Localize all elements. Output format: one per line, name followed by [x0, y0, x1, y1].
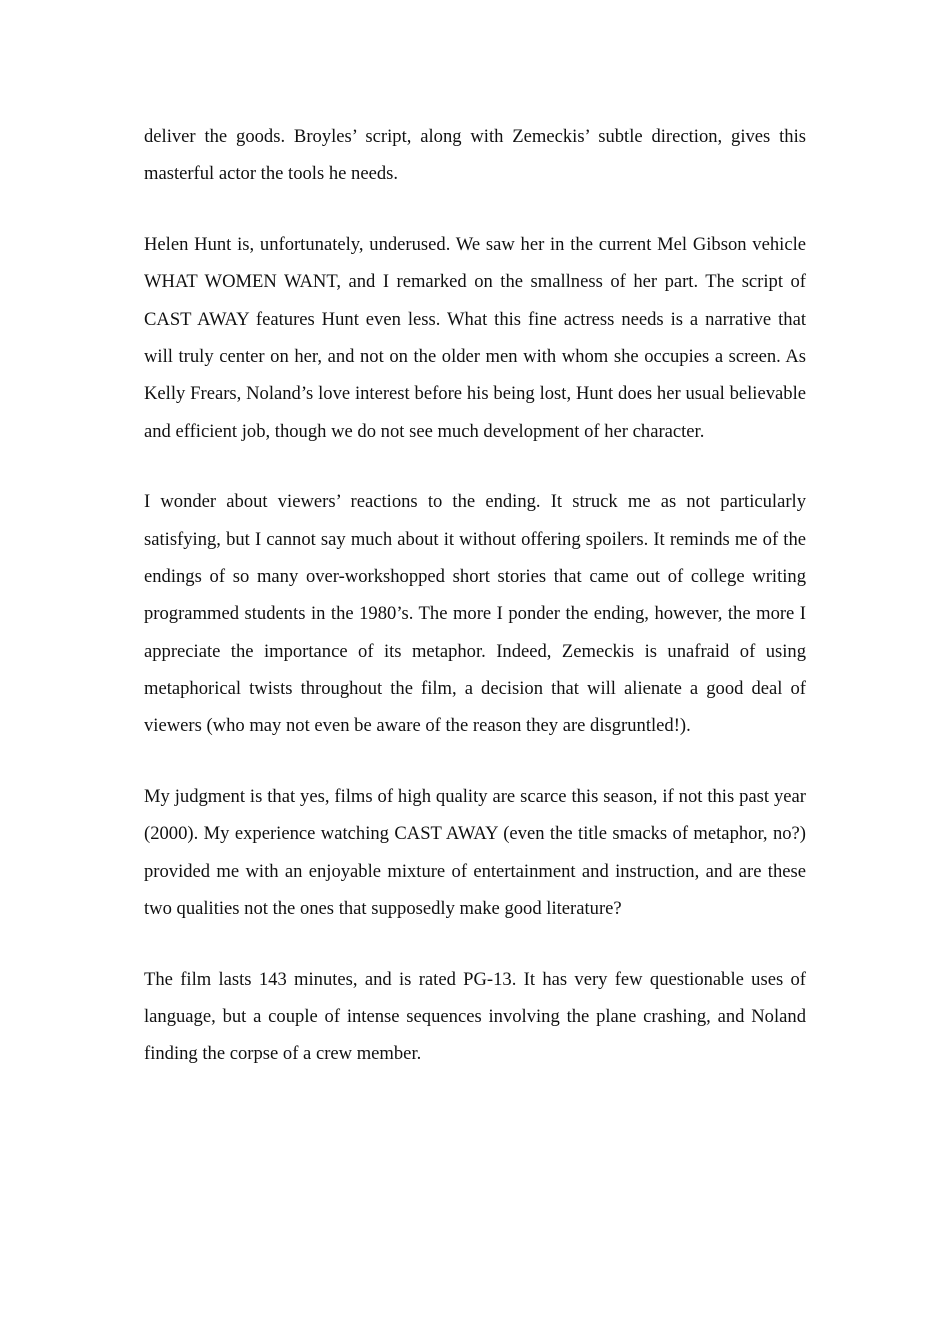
paragraph-2: Helen Hunt is, unfortunately, underused. We saw her in the current Mel Gibson vehicle WHAT WOMEN WANT, and I remarked on the smallness of her part. The script of CAST AWAY features Hunt even less. What this fine actress needs is a narrative that will truly center on her, and not on the older men with whom she occupies a screen. As Kelly Frears, Noland’s love interest before his being lost, Hunt does her usual believable and efficient job, though we do not see much development of her character. — [144, 234, 806, 442]
paragraph-5: The film lasts 143 minutes, and is rated PG-13. It has very few questionable uses of language, but a couple of intense sequences involving the plane crashing, and Noland finding the corpse of a crew member. — [144, 968, 806, 1065]
paragraph-4: My judgment is that yes, films of high quality are scarce this season, if not this past year (2000). My experience watching CAST AWAY (even the title smacks of metaphor, no?) provided me with an enjoyable mixture of entertainment and instruction, and are these two qualities not the ones that supposedly make good literature? — [144, 785, 806, 919]
document-body — [144, 118, 806, 1073]
paragraph-3: I wonder about viewers’ reactions to the ending. It struck me as not particularly satisfying, but I cannot say much about it without offering spoilers. It reminds me of the endings of so many over-workshopped short stories that came out of college writing programmed students in the 1980’s. The more I ponder the ending, however, the more I appreciate the importance of its metaphor. Indeed, Zemeckis is unafraid of using metaphorical twists throughout the film, a decision that will alienate a good deal of viewers (who may not even be aware of the reason they are disgruntled!). — [144, 491, 806, 737]
paragraph-1: deliver the goods. Broyles’ script, along with Zemeckis’ subtle direction, gives this masterful actor the tools he needs. — [144, 126, 806, 185]
